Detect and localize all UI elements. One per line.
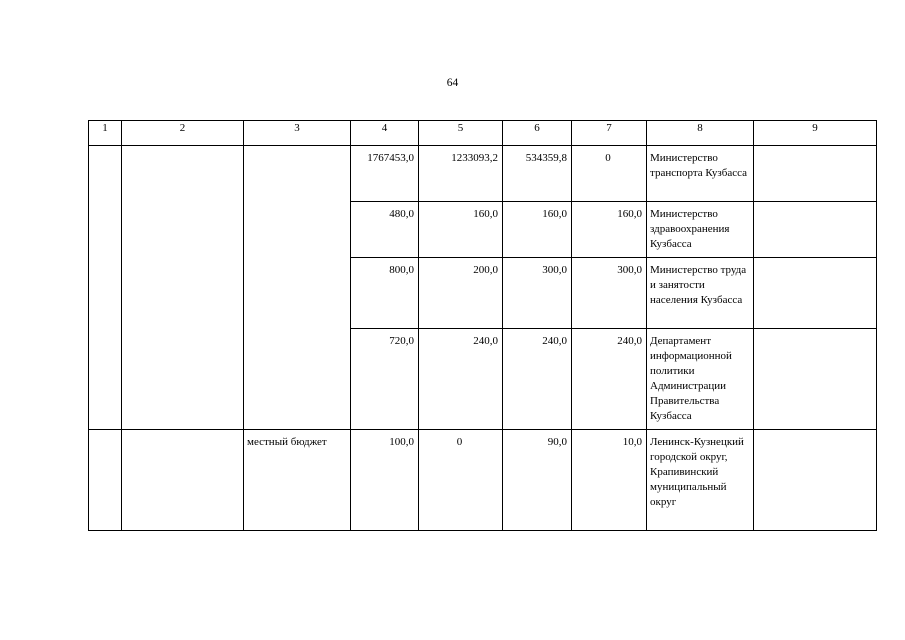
header-cell-9: 9 bbox=[754, 121, 877, 146]
cell-col2 bbox=[122, 430, 244, 531]
page-number: 64 bbox=[446, 77, 459, 89]
cell-col5: 1233093,2 bbox=[419, 146, 503, 202]
cell-col4: 800,0 bbox=[351, 258, 419, 329]
cell-col9 bbox=[754, 430, 877, 531]
header-cell-1: 1 bbox=[89, 121, 122, 146]
cell-col1-group1 bbox=[89, 146, 122, 430]
cell-col8: Ленинск-Кузнецкий городской округ, Крапивинский муниципальный округ bbox=[647, 430, 754, 531]
cell-col5: 0 bbox=[419, 430, 503, 531]
table-row bbox=[89, 146, 877, 202]
cell-col3-group1 bbox=[244, 146, 351, 430]
cell-col5: 200,0 bbox=[419, 258, 503, 329]
budget-table bbox=[88, 120, 877, 531]
cell-col1 bbox=[89, 430, 122, 531]
cell-col6: 534359,8 bbox=[503, 146, 572, 202]
cell-col8: Департамент информационной политики Администрации Правительства Кузбасса bbox=[647, 329, 754, 430]
cell-col8: Министерство здравоохранения Кузбасса bbox=[647, 202, 754, 258]
cell-col4: 1767453,0 bbox=[351, 146, 419, 202]
cell-col8: Министерство транспорта Кузбасса bbox=[647, 146, 754, 202]
cell-col7: 160,0 bbox=[572, 202, 647, 258]
header-cell-8: 8 bbox=[647, 121, 754, 146]
header-cell-2: 2 bbox=[122, 121, 244, 146]
cell-col2-group1 bbox=[122, 146, 244, 430]
cell-col6: 160,0 bbox=[503, 202, 572, 258]
table-row bbox=[89, 430, 877, 531]
cell-col8: Министерство труда и занятости населения Кузбасса bbox=[647, 258, 754, 329]
header-cell-4: 4 bbox=[351, 121, 419, 146]
cell-col6: 300,0 bbox=[503, 258, 572, 329]
cell-col9 bbox=[754, 329, 877, 430]
cell-col6: 240,0 bbox=[503, 329, 572, 430]
cell-col4: 720,0 bbox=[351, 329, 419, 430]
cell-col4: 100,0 bbox=[351, 430, 419, 531]
cell-col9 bbox=[754, 146, 877, 202]
cell-col5: 160,0 bbox=[419, 202, 503, 258]
cell-col6: 90,0 bbox=[503, 430, 572, 531]
cell-col9 bbox=[754, 258, 877, 329]
cell-col3: местный бюджет bbox=[244, 430, 351, 531]
cell-col5: 240,0 bbox=[419, 329, 503, 430]
cell-col9 bbox=[754, 202, 877, 258]
header-row bbox=[89, 121, 877, 146]
header-cell-3: 3 bbox=[244, 121, 351, 146]
cell-col7: 300,0 bbox=[572, 258, 647, 329]
cell-col7: 240,0 bbox=[572, 329, 647, 430]
cell-col7: 10,0 bbox=[572, 430, 647, 531]
header-cell-6: 6 bbox=[503, 121, 572, 146]
header-cell-7: 7 bbox=[572, 121, 647, 146]
cell-col7: 0 bbox=[572, 146, 647, 202]
header-cell-5: 5 bbox=[419, 121, 503, 146]
cell-col4: 480,0 bbox=[351, 202, 419, 258]
